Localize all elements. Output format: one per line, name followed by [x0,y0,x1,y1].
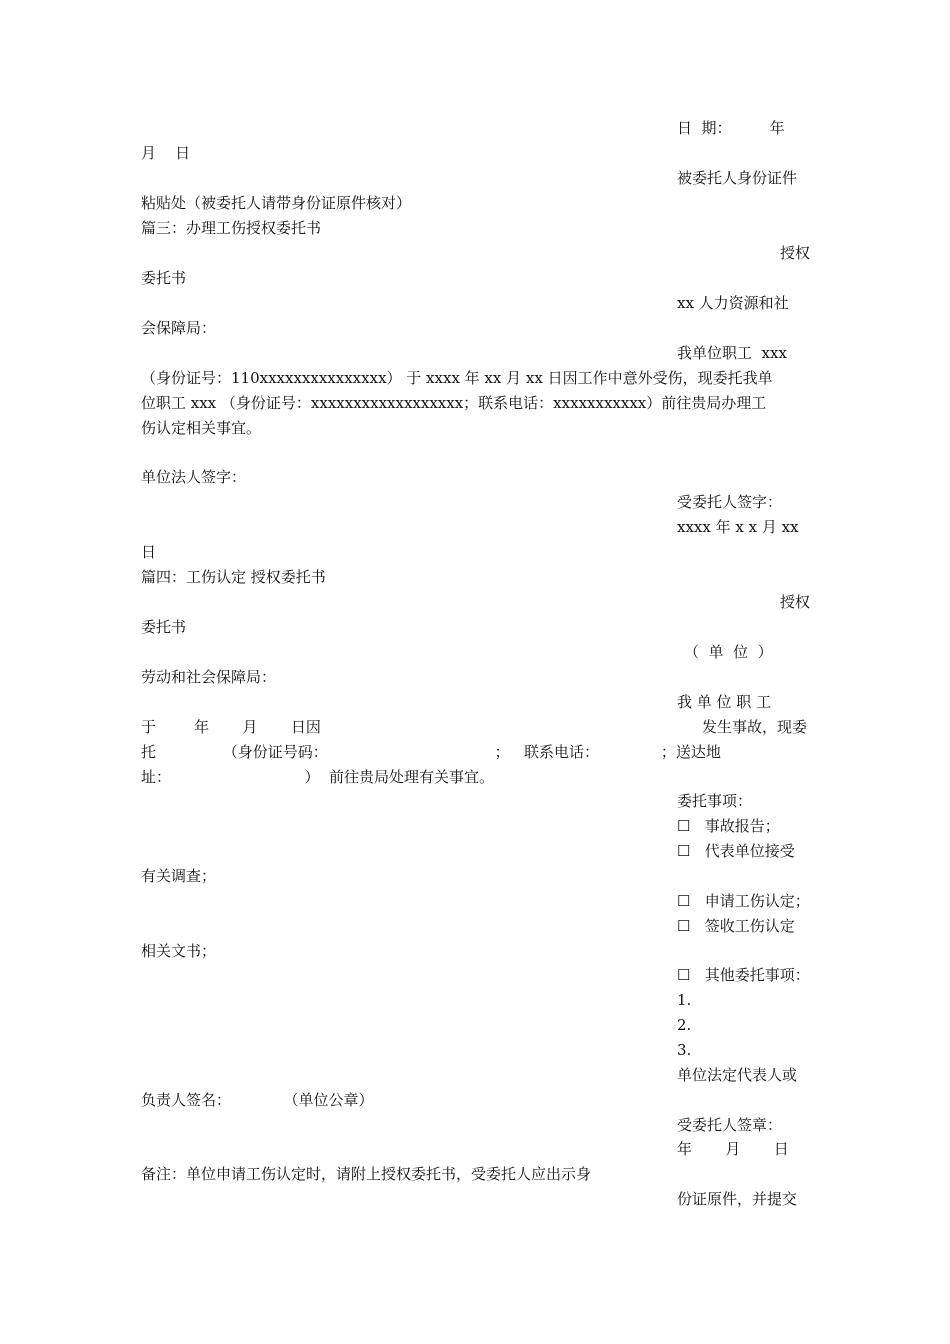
s4-item4-b: 相关文书； [141,942,217,960]
s4-item5: ☐ 其他委托事项： [677,966,810,984]
s3-legal-sign: 单位法人签字： [141,468,247,486]
s4-body-d: 址： ） 前往贵局处理有关事宜。 [141,768,495,786]
s3-agent-sign: 受委托人签字： [677,493,783,511]
id-card-label: 被委托人身份证件 [677,169,798,187]
s3-auth: 授权 [779,244,810,262]
s4-body-b: 于 年 月 日因 [141,718,321,736]
s3-date-a: xxxx 年 x x 月 xx [677,518,799,536]
s4-addressee: 劳动和社会保障局： [141,668,277,686]
s4-num2: 2. [677,1016,692,1034]
section4-title: 篇四：工伤认定 授权委托书 [141,568,326,586]
s3-letter: 委托书 [141,269,187,287]
paste-note: 粘贴处（被委托人请带身份证原件核对） [141,194,412,212]
s3-body-d: 伤认定相关事宜。 [141,419,262,437]
s4-rep-b: 负责人签名： （单位公章） [141,1091,374,1109]
s4-note-a: 备注：单位申请工伤认定时，请附上授权委托书，受委托人应出示身 [141,1165,592,1183]
s3-body-b: （身份证号：110xxxxxxxxxxxxxxx） 于 xxxx 年 xx 月 xx 日因工作中意外受伤，现委托我单 [141,369,773,387]
s4-items-title: 委托事项： [677,792,753,810]
s4-item2-b: 有关调查； [141,867,217,885]
s4-item2-a: ☐ 代表单位接受 [677,842,795,860]
s3-addressee-b: 会保障局： [141,319,217,337]
s4-agent-seal: 受委托人签章： [677,1116,783,1134]
s4-rep-a: 单位法定代表人或 [677,1066,798,1084]
s4-num1: 1. [677,991,692,1009]
s4-body-c: 托 （身份证号码： ； 联系电话： ；送达地 [141,743,721,761]
date-line: 日 期： 年 [677,119,785,137]
s4-date: 年 月 日 [677,1140,789,1158]
s3-body-c: 位职工 xxx （身份证号：xxxxxxxxxxxxxxxxxx；联系电话：xxxxxxxxxxx）前往贵局办理工 [141,394,767,412]
s4-item4-a: ☐ 签收工伤认定 [677,917,795,935]
section3-title: 篇三：办理工伤授权委托书 [141,219,322,237]
s4-body-a: 我 单 位 职 工 [677,693,772,711]
month-day: 月 日 [141,144,191,162]
s4-num3: 3. [677,1041,692,1059]
s4-auth: 授权 [779,593,810,611]
s4-unit: （ 单 位 ） [684,643,773,661]
s3-addressee-a: xx 人力资源和社 [677,294,789,312]
s4-item3: ☐ 申请工伤认定； [677,892,810,910]
s3-body-a: 我单位职工 xxx [677,344,787,362]
s4-letter: 委托书 [141,618,187,636]
s3-date-b: 日 [141,543,157,561]
s4-item1: ☐ 事故报告； [677,817,780,835]
s4-body-b-right: 发生事故，现委 [702,718,808,736]
s4-note-b: 份证原件，并提交 [677,1190,798,1208]
